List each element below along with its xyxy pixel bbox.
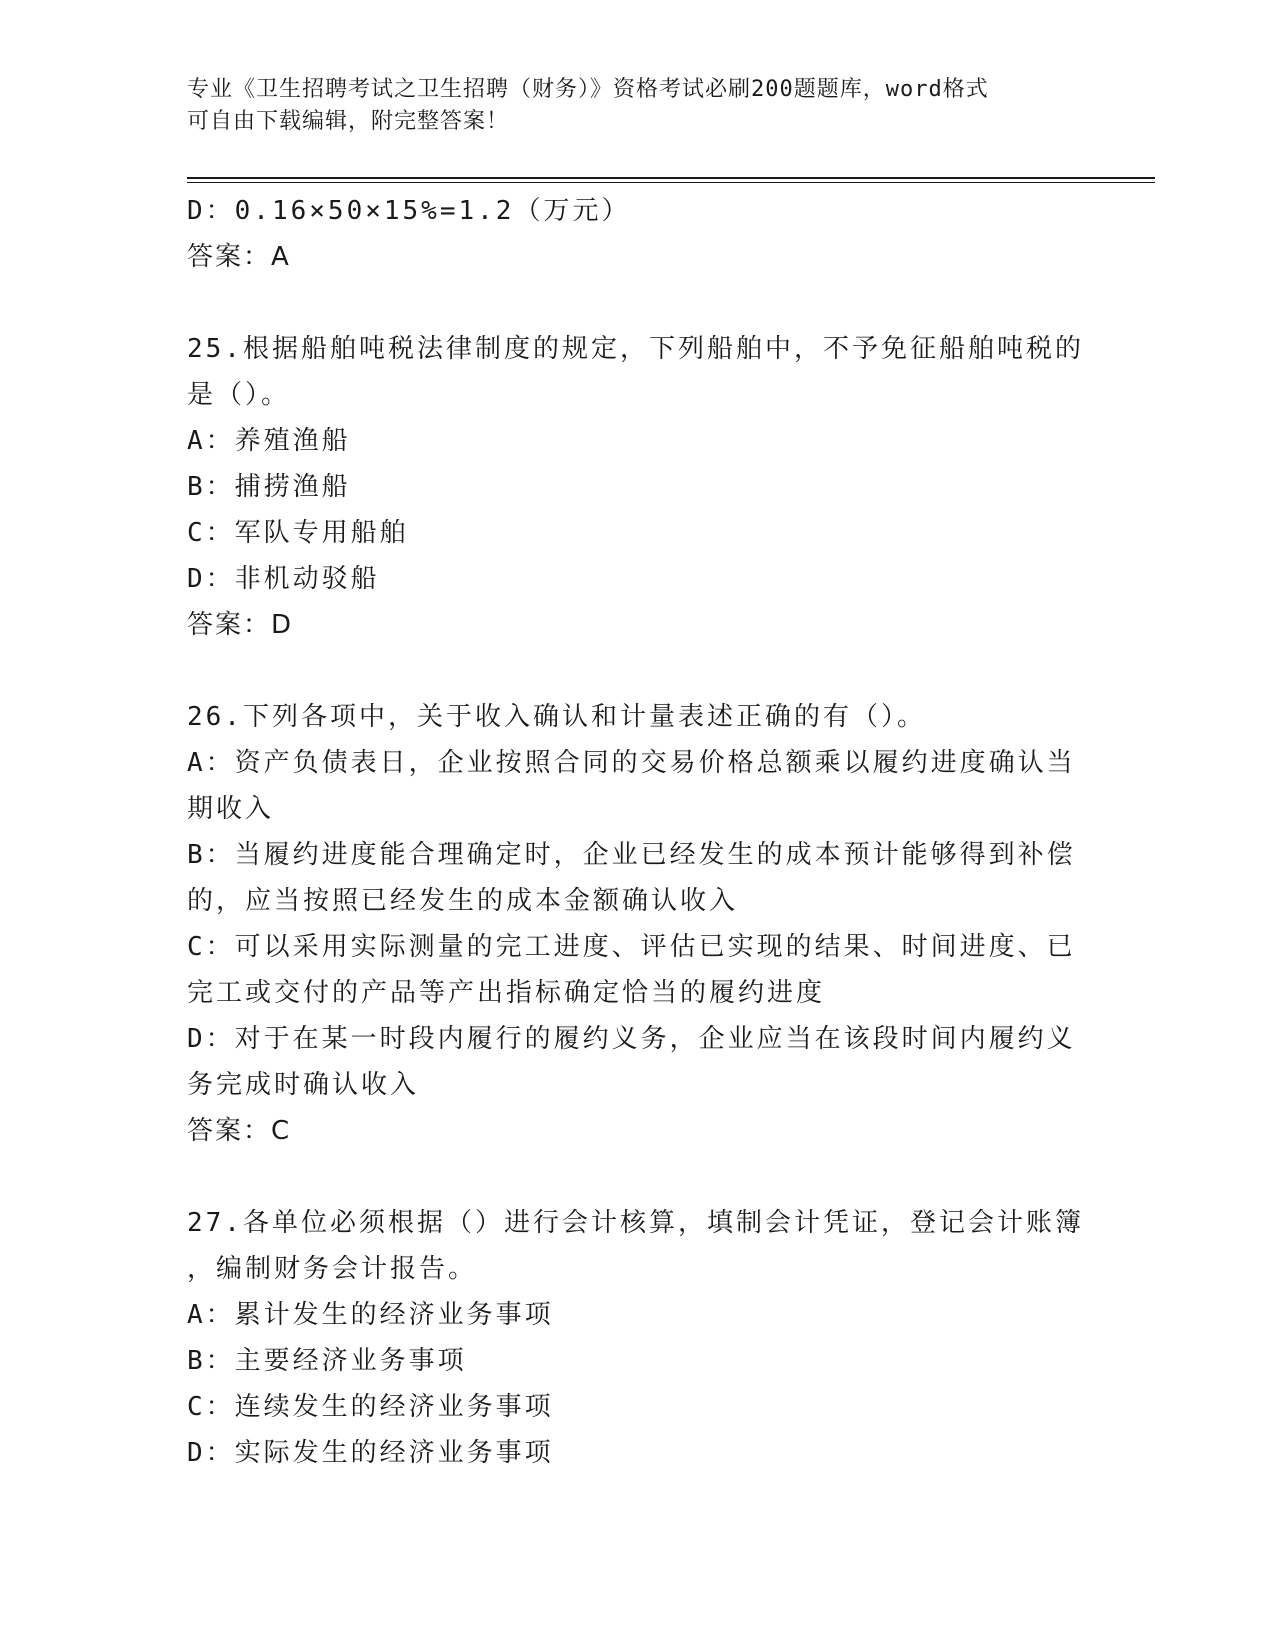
option-a: A：资产负债表日，企业按照合同的交易价格总额乘以履约进度确认当 (187, 748, 1076, 778)
option-b: B：捕捞渔船 (187, 472, 351, 502)
spacer (187, 648, 1067, 694)
header-divider-thin (187, 182, 1155, 183)
option-a: A：养殖渔船 (187, 426, 351, 456)
question-stem-continued: 是（）。 (187, 380, 291, 410)
question-27 (187, 1200, 1084, 1476)
option-d: D：非机动驳船 (187, 564, 380, 594)
spacer (187, 280, 1067, 326)
option-a-continued: 期收入 (187, 794, 275, 824)
option-d: D：0.16×50×15%=1.2（万元） (187, 196, 631, 226)
option-d: D：实际发生的经济业务事项 (187, 1438, 554, 1468)
option-c: C：可以采用实际测量的完工进度、评估已实现的结果、时间进度、已 (187, 932, 1076, 962)
answer-line: 答案：D (187, 610, 294, 640)
answer-line: 答案：C (187, 1116, 292, 1146)
option-b: B：主要经济业务事项 (187, 1346, 467, 1376)
question-stem: 25.根据船舶吨税法律制度的规定，下列船舶中，不予免征船舶吨税的 (187, 334, 1084, 364)
question-stem: 27.各单位必须根据（）进行会计核算，填制会计凭证，登记会计账簿 (187, 1208, 1084, 1238)
option-c-continued: 完工或交付的产品等产出指标确定恰当的履约进度 (187, 978, 826, 1008)
option-b: B：当履约进度能合理确定时，企业已经发生的成本预计能够得到补偿 (187, 840, 1076, 870)
option-a: A：累计发生的经济业务事项 (187, 1300, 554, 1330)
option-d-continued: 务完成时确认收入 (187, 1070, 420, 1100)
option-c: C：连续发生的经济业务事项 (187, 1392, 554, 1422)
question-list (187, 188, 1084, 1476)
header-divider-thick (187, 177, 1155, 179)
question-stem-continued: ，编制财务会计报告。 (187, 1254, 478, 1284)
option-b-continued: 的，应当按照已经发生的成本金额确认收入 (187, 886, 739, 916)
answer-line: 答案：A (187, 242, 291, 272)
question-26 (187, 694, 1076, 1154)
document-header (187, 74, 1087, 138)
spacer (187, 1154, 1067, 1200)
header-title-line-2: 可自由下载编辑，附完整答案！ (187, 109, 510, 134)
option-d: D：对于在某一时段内履行的履约义务，企业应当在该段时间内履约义 (187, 1024, 1076, 1054)
option-c: C：军队专用船舶 (187, 518, 409, 548)
question-25 (187, 326, 1084, 648)
question-24-tail (187, 188, 1067, 280)
header-title-line-1: 专业《卫生招聘考试之卫生招聘（财务）》资格考试必刷200题题库，word格式 (187, 77, 989, 102)
question-stem: 26.下列各项中，关于收入确认和计量表述正确的有（）。 (187, 702, 926, 732)
